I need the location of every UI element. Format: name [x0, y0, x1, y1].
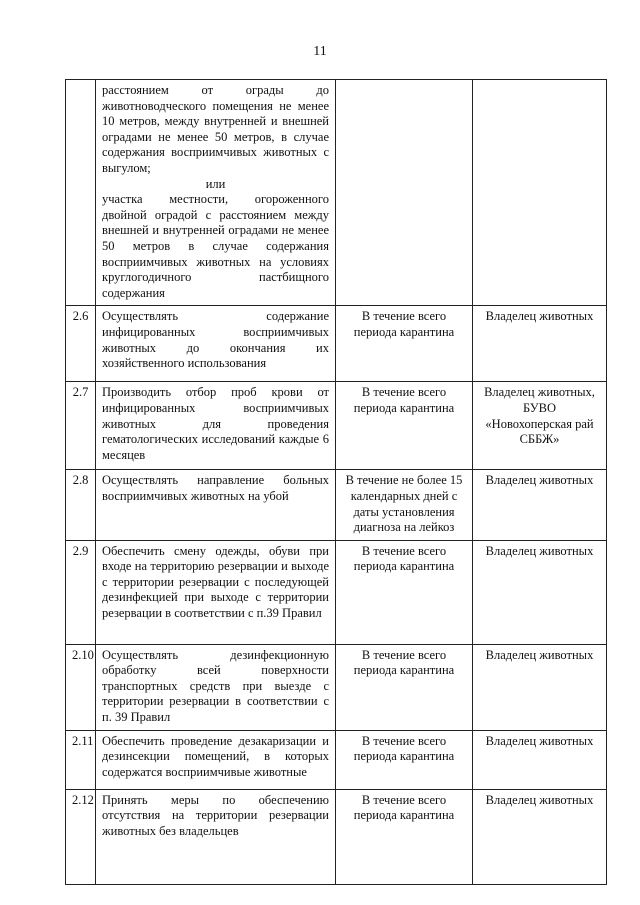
term-cell: [336, 80, 473, 306]
term-cell: В течение всего периода карантина: [336, 644, 473, 730]
responsible-cell: Владелец животных: [473, 730, 607, 789]
action-cell: Принять меры по обеспечению отсутствия на территории резервации животных без владельцев: [96, 789, 336, 884]
term-cell: В течение всего периода карантина: [336, 540, 473, 644]
row-number-cell: 2.9: [66, 540, 96, 644]
table-row: [66, 306, 607, 382]
continuation-text: расстоянием от ограды до животноводческого помещения не менее 10 метров, между внутренней и внешней оградами не менее 50 метров, в случае содержания восприимчивых животных с выгулом;: [102, 83, 329, 175]
page-number: 11: [313, 44, 327, 59]
row-number-cell: 2.10: [66, 644, 96, 730]
action-cell: Осуществлять дезинфекционную обработку всей поверхности транспортных средств при выезде с территории резервации в соответствии с п. 39 Правил: [96, 644, 336, 730]
table-row: [66, 382, 607, 470]
continuation-text: участка местности, огороженного двойной оградой с расстоянием между внешней и внутренней оградами не менее 50 метров в случае содержания восприимчивых животных на условиях круглогодичного пастбищного содержания: [102, 192, 329, 300]
action-cell: Осуществлять содержание инфицированных восприимчивых животных до окончания их хозяйственного использования: [96, 306, 336, 382]
action-cell: Производить отбор проб крови от инфицированных восприимчивых животных для проведения гематологических исследований каждые 6 месяцев: [96, 382, 336, 470]
table-row: [66, 789, 607, 884]
continuation-text: или: [205, 176, 226, 191]
row-number-cell: 2.7: [66, 382, 96, 470]
responsible-cell: Владелец животных: [473, 644, 607, 730]
action-cell: Обеспечить проведение дезакаризации и дезинсекции помещений, в которых содержатся восприимчивые животные: [96, 730, 336, 789]
table-row: [66, 730, 607, 789]
table-row-continuation: [66, 80, 607, 306]
row-number-cell: [66, 80, 96, 306]
action-cell: Осуществлять направление больных восприимчивых животных на убой: [96, 470, 336, 540]
row-number-cell: 2.12: [66, 789, 96, 884]
table-row: [66, 644, 607, 730]
action-cell: Обеспечить смену одежды, обуви при входе на территорию резервации и выходе с территории резервации с последующей дезинфекцией при выходе с территории резервации в соответствии с п.39 Правил: [96, 540, 336, 644]
responsible-cell: Владелец животных: [473, 789, 607, 884]
responsible-cell: [473, 80, 607, 306]
term-cell: В течение всего периода карантина: [336, 730, 473, 789]
action-cell: [96, 80, 336, 306]
table-row: [66, 470, 607, 540]
term-cell: В течение всего периода карантина: [336, 306, 473, 382]
term-cell: В течение всего периода карантина: [336, 789, 473, 884]
term-cell: В течение всего периода карантина: [336, 382, 473, 470]
responsible-cell: Владелец животных: [473, 540, 607, 644]
row-number-cell: 2.6: [66, 306, 96, 382]
row-number-cell: 2.8: [66, 470, 96, 540]
responsible-cell: Владелец животных: [473, 470, 607, 540]
responsible-cell: Владелец животных: [473, 306, 607, 382]
quarantine-measures-table: [65, 79, 607, 885]
row-number-cell: 2.11: [66, 730, 96, 789]
responsible-cell: Владелец животных, БУВО «Новохоперская рай СББЖ»: [473, 382, 607, 470]
term-cell: В течение не более 15 календарных дней с даты установления диагноза на лейкоз: [336, 470, 473, 540]
table-row: [66, 540, 607, 644]
